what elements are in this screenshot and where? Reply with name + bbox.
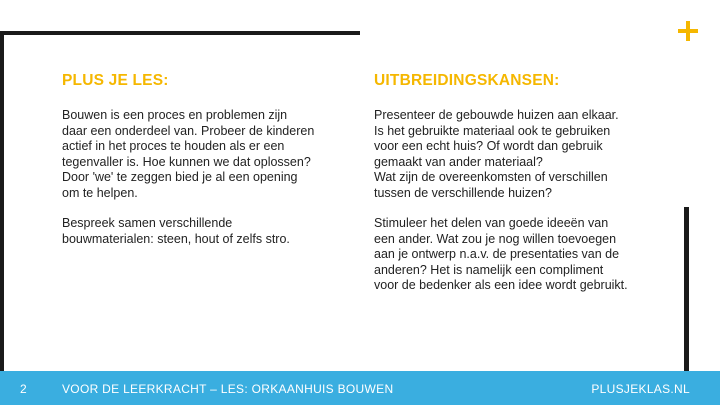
- page-number: 2: [20, 382, 27, 396]
- left-paragraph-2: Bespreek samen verschillende bouwmaterialen: steen, hout of zelfs stro.: [62, 216, 290, 246]
- footer-title: VOOR DE LEERKRACHT – LES: ORKAANHUIS BOUWEN: [62, 382, 394, 396]
- left-paragraph-1: Bouwen is een proces en problemen zijn daar een onderdeel van. Probeer de kinderen actief in het proces te houden als er een tegenvaller is. Hoe kunnen we dat oplossen? Door 'we' te zeggen bied je al een opening om te helpen.: [62, 108, 315, 200]
- right-paragraph-2: Stimuleer het delen van goede ideeën van een ander. Wat zou je nog willen toevoegen aan je ontwerp n.a.v. de presentaties van de anderen? Het is namelijk een compliment voor de bedenker als een idee wordt gebruikt.: [374, 216, 628, 292]
- plus-icon: [678, 21, 698, 41]
- right-column: [374, 72, 674, 309]
- frame-top-line: [0, 31, 360, 35]
- right-heading: UITBREIDINGSKANSEN:: [374, 72, 560, 89]
- frame-right-line: [684, 207, 689, 371]
- left-heading: PLUS JE LES:: [62, 72, 169, 89]
- left-column: [62, 72, 352, 262]
- right-paragraph-1: Presenteer de gebouwde huizen aan elkaar. Is het gebruikte materiaal ook te gebruiken voor een echt huis? Of wordt dan gebruik gemaakt van ander materiaal? Wat zijn de overeenkomsten of verschillen tussen de verschillende huizen?: [374, 108, 619, 200]
- footer-bar: [0, 371, 720, 405]
- footer-site-link[interactable]: PLUSJEKLAS.NL: [591, 382, 690, 396]
- frame-left-line: [0, 31, 4, 371]
